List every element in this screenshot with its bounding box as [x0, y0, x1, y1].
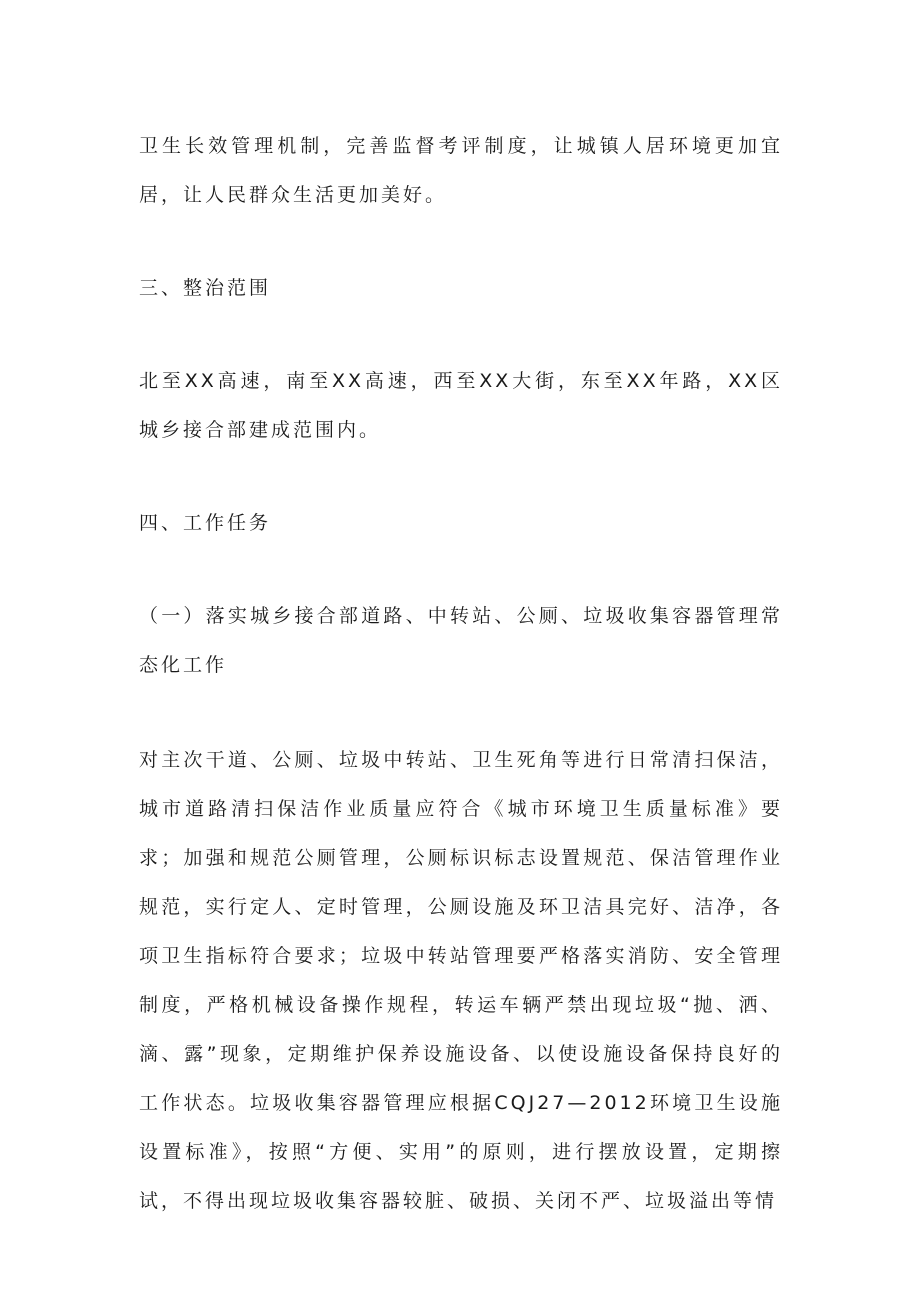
spacer [139, 220, 783, 264]
document-body [139, 122, 783, 1226]
spacer [139, 455, 783, 499]
paragraph-tasks: 对主次干道、公厕、垃圾中转站、卫生死角等进行日常清扫保洁，城市道路清扫保洁作业质量应符合《城市环境卫生质量标准》要求；加强和规范公厕管理，公厕标识标志设置规范、保洁管理作业规范，实行定人、定时管理，公厕设施及环卫洁具完好、洁净，各项卫生指标符合要求；垃圾中转站管理要严格落实消防、安全管理制度，严格机械设备操作规程，转运车辆严禁出现垃圾“抛、洒、滴、露”现象，定期维护保养设施设备、以使设施设备保持良好的工作状态。垃圾收集容器管理应根据CQJ27—2012环境卫生设施设置标准》，按照“方便、实用”的原则，进行摆放设置，定期擦试，不得出现垃圾收集容器较脏、破损、关闭不严、垃圾溢出等情 [139, 749, 783, 1212]
section-heading-scope: 三、整治范围 [139, 277, 272, 299]
paragraph-scope: 北至XX高速，南至XX高速，西至XX大街，东至XX年路，XX区城乡接合部建成范围内。 [139, 370, 783, 441]
subsection-heading-1: （一）落实城乡接合部道路、中转站、公厕、垃圾收集容器管理常态化工作 [139, 605, 783, 676]
spacer [139, 313, 783, 357]
section-heading-tasks: 四、工作任务 [139, 512, 272, 534]
spacer [139, 690, 783, 736]
paragraph-intro: 卫生长效管理机制，完善监督考评制度，让城镇人居环境更加宜居，让人民群众生活更加美好。 [139, 135, 783, 206]
spacer [139, 548, 783, 592]
